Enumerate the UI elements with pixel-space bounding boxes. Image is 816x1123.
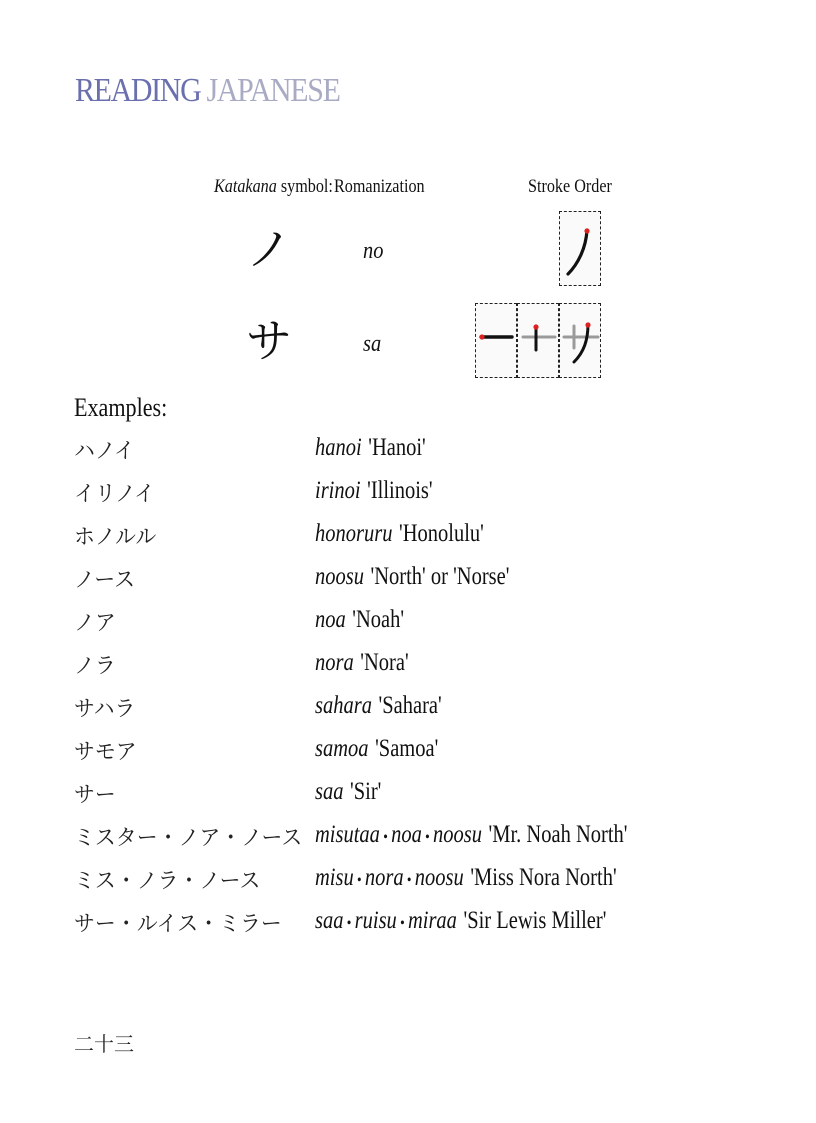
example-gloss: 'North' or 'Norse' [370,563,510,590]
example-romaji-word: miraa [407,907,457,934]
stroke-no-drawing [560,212,602,287]
word-separator-dot: • [421,829,434,846]
example-romanization [315,907,606,935]
example-romaji-word: misutaa [315,821,380,848]
stroke-sa-1-drawing [476,304,518,379]
example-romaji-word: saa [315,907,344,934]
symbol-romaji-sa: sa [363,331,382,357]
example-gloss: 'Sahara' [378,692,442,719]
example-katakana: イリノイ [74,482,155,507]
symbol-katakana-sa: サ [246,314,292,368]
example-romanization [315,864,617,892]
title-japanese: JAPANESE [206,72,340,109]
title-reading: READING [75,72,201,109]
example-katakana: ホノルル [74,525,157,550]
example-gloss: 'Sir' [350,778,382,805]
example-romanization [315,606,404,634]
example-romaji-word: samoa [315,735,369,762]
example-row [74,690,794,733]
stroke-sa-3-drawing [560,304,602,379]
romanization-header: Romanization [334,176,425,197]
example-romanization [315,649,409,677]
example-row [74,518,794,561]
example-row [74,475,794,518]
word-separator-dot: • [343,915,355,932]
example-romaji-word: irinoi [315,477,361,504]
example-romaji-word: nora [364,864,404,891]
word-separator-dot: • [396,915,408,932]
symbol-katakana-no: ノ [246,222,292,276]
example-romaji-word: misu [315,864,354,891]
stroke-order-sa-step-3 [559,303,601,378]
example-row [74,862,794,905]
example-gloss: 'Mr. Noah North' [488,821,628,848]
example-katakana: ノア [74,611,116,636]
example-romanization [315,520,484,548]
example-romaji-word: noosu [414,864,464,891]
example-row [74,905,794,948]
stroke-order-sa-step-1 [475,303,517,378]
word-separator-dot: • [379,829,392,846]
symbol-romaji-no: no [363,238,384,264]
example-romanization [315,563,509,591]
example-katakana: サー [74,783,116,808]
example-gloss: 'Illinois' [367,477,433,504]
example-row [74,733,794,776]
example-katakana: ミス・ノラ・ノース [74,869,261,894]
word-separator-dot: • [353,872,365,889]
example-gloss: 'Hanoi' [368,434,426,461]
stroke-order-sa-step-2 [517,303,559,378]
page-number: 二十三 [74,1032,134,1056]
stroke-sa-2-drawing [518,304,560,379]
example-katakana: サハラ [74,697,136,722]
examples-list [74,432,794,948]
example-row [74,819,794,862]
example-romaji-word: hanoi [315,434,362,461]
example-romaji-word: noosu [315,563,364,590]
example-romaji-word: honoruru [315,520,393,547]
example-katakana: サモア [74,740,137,765]
example-gloss: 'Sir Lewis Miller' [463,907,607,934]
katakana-symbol-header [214,176,333,198]
page-title [75,72,340,110]
stroke-order-header: Stroke Order [528,176,612,197]
stroke-order-no-step-1 [559,211,601,286]
example-romaji-word: sahara [315,692,372,719]
example-row [74,776,794,819]
examples-heading: Examples: [74,393,168,422]
example-romanization [315,778,381,806]
example-katakana: ノラ [74,654,116,679]
example-gloss: 'Samoa' [375,735,439,762]
example-row [74,561,794,604]
example-gloss: 'Honolulu' [399,520,484,547]
katakana-label: Katakana [214,176,277,197]
example-katakana: サー・ルイス・ミラー [74,912,282,937]
example-row [74,647,794,690]
example-gloss: 'Nora' [360,649,409,676]
example-gloss: 'Miss Nora North' [470,864,617,891]
example-row [74,604,794,647]
example-row [74,432,794,475]
example-romaji-word: noa [315,606,346,633]
example-romaji-word: saa [315,778,344,805]
example-katakana: ノース [74,568,136,593]
example-katakana: ハノイ [74,439,135,464]
example-gloss: 'Noah' [352,606,405,633]
example-romanization [315,821,627,849]
example-romaji-word: ruisu [354,907,397,934]
example-romaji-word: noosu [433,821,482,848]
symbol-label: symbol: [276,176,333,197]
example-romaji-word: noa [391,821,422,848]
example-romanization [315,692,442,720]
example-romaji-word: nora [315,649,354,676]
example-romanization [315,477,433,505]
word-separator-dot: • [403,872,415,889]
example-romanization [315,434,426,462]
example-katakana: ミスター・ノア・ノース [74,826,303,851]
example-romanization [315,735,438,763]
